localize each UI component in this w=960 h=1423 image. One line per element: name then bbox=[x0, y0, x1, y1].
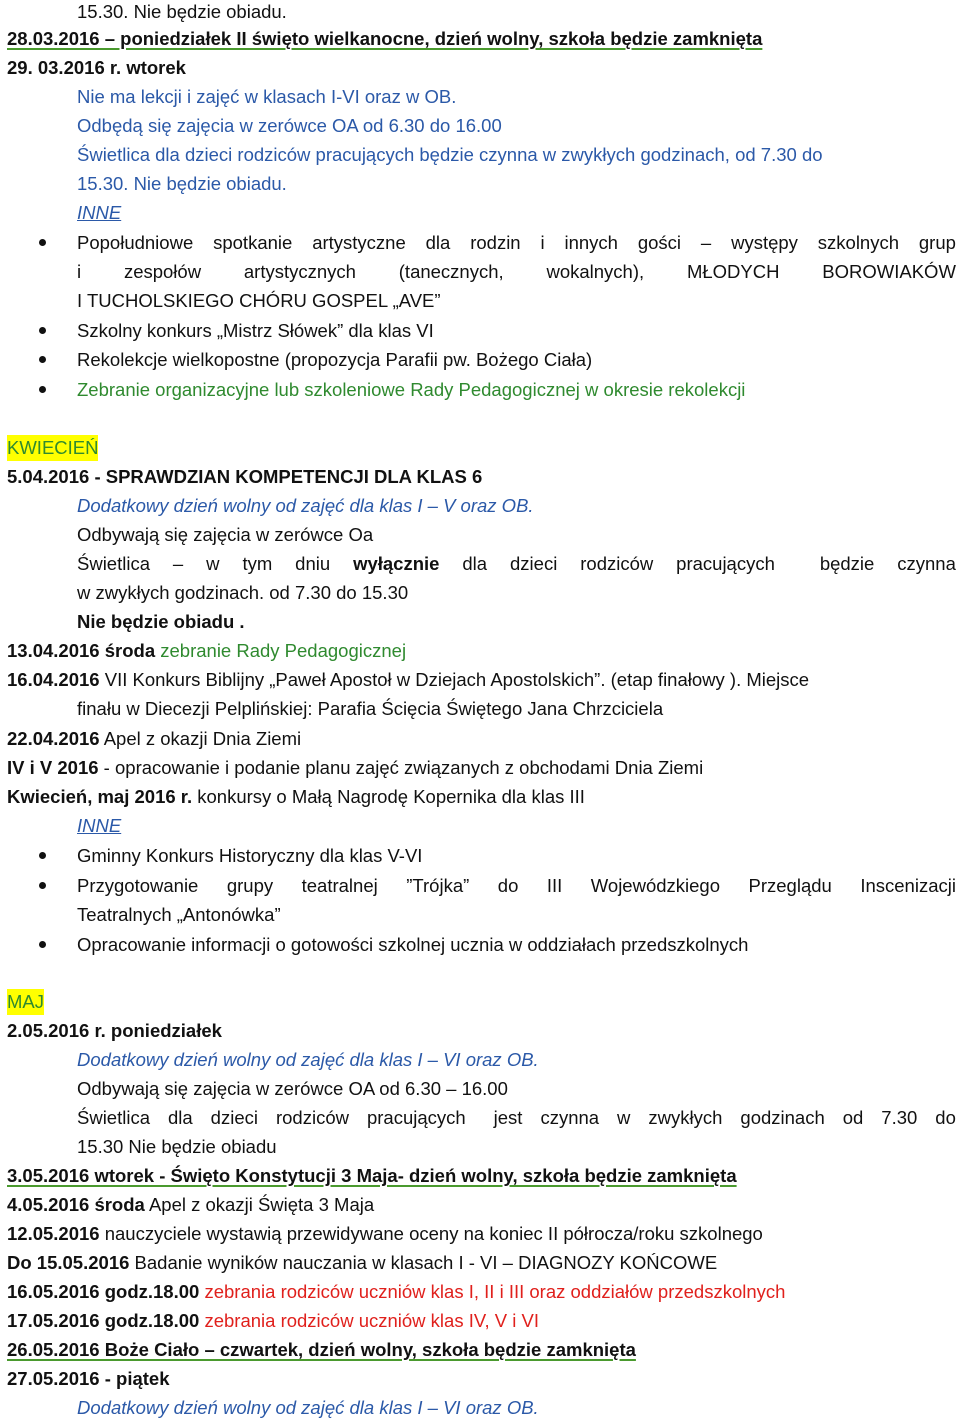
text-line: Dodatkowy dzień wolny od zajęć dla klas I – VI oraz OB. bbox=[77, 1397, 539, 1418]
bullet-icon bbox=[39, 852, 46, 859]
text-line: Świetlica dla dzieci rodziców pracujących jest czynna w zwykłych godzinach od 7.30 do bbox=[77, 1107, 956, 1128]
section-heading: INNE bbox=[77, 815, 122, 836]
month-heading: MAJ bbox=[7, 989, 44, 1015]
date-entry: 16.05.2016 godz.18.00 zebrania rodziców uczniów klas I, II i III oraz oddziałów przedszkolnych bbox=[7, 1281, 786, 1302]
text-line: w zwykłych godzinach. od 7.30 do 15.30 bbox=[77, 582, 409, 603]
text-line: 15.30. Nie będzie obiadu. bbox=[77, 173, 287, 194]
date-entry: Kwiecień, maj 2016 r. konkursy o Małą Nagrodę Kopernika dla klas III bbox=[7, 786, 585, 807]
text-line: Dodatkowy dzień wolny od zajęć dla klas I – V oraz OB. bbox=[77, 495, 534, 516]
text-line: finału w Diecezji Pelplińskiej: Parafia Ścięcia Świętego Jana Chrzciciela bbox=[77, 698, 664, 719]
list-item-continuation: i zespołów artystycznych (tanecznych, wokalnych), MŁODYCH BOROWIAKÓW bbox=[77, 261, 956, 282]
text-line: Odbywają się zajęcia w zerówce OA od 6.30 – 16.00 bbox=[77, 1078, 508, 1099]
date-entry: IV i V 2016 - opracowanie i podanie planu zajęć związanych z obchodami Dnia Ziemi bbox=[7, 757, 704, 778]
holiday-line: 3.05.2016 wtorek - Święto Konstytucji 3 Maja- dzień wolny, szkoła będzie zamknięta bbox=[7, 1165, 737, 1186]
text-line: Świetlica – w tym dniu wyłącznie dla dzieci rodziców pracujących będzie czynna bbox=[77, 553, 956, 574]
section-heading: INNE bbox=[77, 202, 122, 223]
list-item: Rekolekcje wielkopostne (propozycja Parafii pw. Bożego Ciała) bbox=[77, 349, 593, 370]
date-line: 29. 03.2016 r. wtorek bbox=[7, 57, 186, 78]
list-item: Gminny Konkurs Historyczny dla klas V-VI bbox=[77, 845, 423, 866]
text-line: Odbędą się zajęcia w zerówce OA od 6.30 do 16.00 bbox=[77, 115, 502, 136]
text-line: Świetlica dla dzieci rodziców pracujących będzie czynna w zwykłych godzinach, od 7.30 do bbox=[77, 144, 823, 165]
date-entry: Do 15.05.2016 Badanie wyników nauczania w klasach I - VI – DIAGNOZY KOŃCOWE bbox=[7, 1252, 718, 1273]
bullet-icon bbox=[39, 882, 46, 889]
date-entry: 5.04.2016 - SPRAWDZIAN KOMPETENCJI DLA KLAS 6 bbox=[7, 466, 483, 487]
date-entry: 12.05.2016 nauczyciele wystawią przewidywane oceny na koniec II półrocza/roku szkolnego bbox=[7, 1223, 763, 1244]
holiday-line: 28.03.2016 – poniedziałek II święto wielkanocne, dzień wolny, szkoła będzie zamknięta bbox=[7, 28, 763, 49]
text-line: 15.30. Nie będzie obiadu. bbox=[77, 1, 287, 22]
bullet-icon bbox=[39, 356, 46, 363]
date-entry: 22.04.2016 Apel z okazji Dnia Ziemi bbox=[7, 728, 302, 749]
bullet-icon bbox=[39, 239, 46, 246]
text-line: Dodatkowy dzień wolny od zajęć dla klas I – VI oraz OB. bbox=[77, 1049, 539, 1070]
list-item: Przygotowanie grupy teatralnej ”Trójka” do III Wojewódzkiego Przeglądu Inscenizacji bbox=[77, 875, 956, 896]
date-entry: 2.05.2016 r. poniedziałek bbox=[7, 1020, 222, 1041]
bullet-icon bbox=[39, 386, 46, 393]
text-line: Nie ma lekcji i zajęć w klasach I-VI oraz w OB. bbox=[77, 86, 457, 107]
list-item: Szkolny konkurs „Mistrz Słówek” dla klas VI bbox=[77, 320, 434, 341]
bullet-icon bbox=[39, 327, 46, 334]
date-entry: 16.04.2016 VII Konkurs Biblijny „Paweł Apostoł w Dziejach Apostolskich”. (etap finałowy ). Miejsce bbox=[7, 669, 810, 690]
date-entry: 4.05.2016 środa Apel z okazji Święta 3 Maja bbox=[7, 1194, 375, 1215]
list-item-continuation: I TUCHOLSKIEGO CHÓRU GOSPEL „AVE” bbox=[77, 290, 441, 311]
date-entry: 13.04.2016 środa zebranie Rady Pedagogicznej bbox=[7, 640, 407, 661]
holiday-line: 26.05.2016 Boże Ciało – czwartek, dzień wolny, szkoła będzie zamknięta bbox=[7, 1339, 636, 1360]
text-line: Odbywają się zajęcia w zerówce Oa bbox=[77, 524, 374, 545]
date-entry: 27.05.2016 - piątek bbox=[7, 1368, 170, 1389]
list-item-continuation: Teatralnych „Antonówka” bbox=[77, 904, 281, 925]
month-heading: KWIECIEŃ bbox=[7, 435, 98, 461]
date-entry: 17.05.2016 godz.18.00 zebrania rodziców uczniów klas IV, V i VI bbox=[7, 1310, 539, 1331]
text-line: 15.30 Nie będzie obiadu bbox=[77, 1136, 277, 1157]
list-item: Zebranie organizacyjne lub szkoleniowe Rady Pedagogicznej w okresie rekolekcji bbox=[77, 379, 746, 400]
list-item: Popołudniowe spotkanie artystyczne dla rodzin i innych gości – występy szkolnych grup bbox=[77, 232, 956, 253]
bullet-icon bbox=[39, 941, 46, 948]
text-line: Nie będzie obiadu . bbox=[77, 611, 245, 632]
list-item: Opracowanie informacji o gotowości szkolnej ucznia w oddziałach przedszkolnych bbox=[77, 934, 749, 955]
